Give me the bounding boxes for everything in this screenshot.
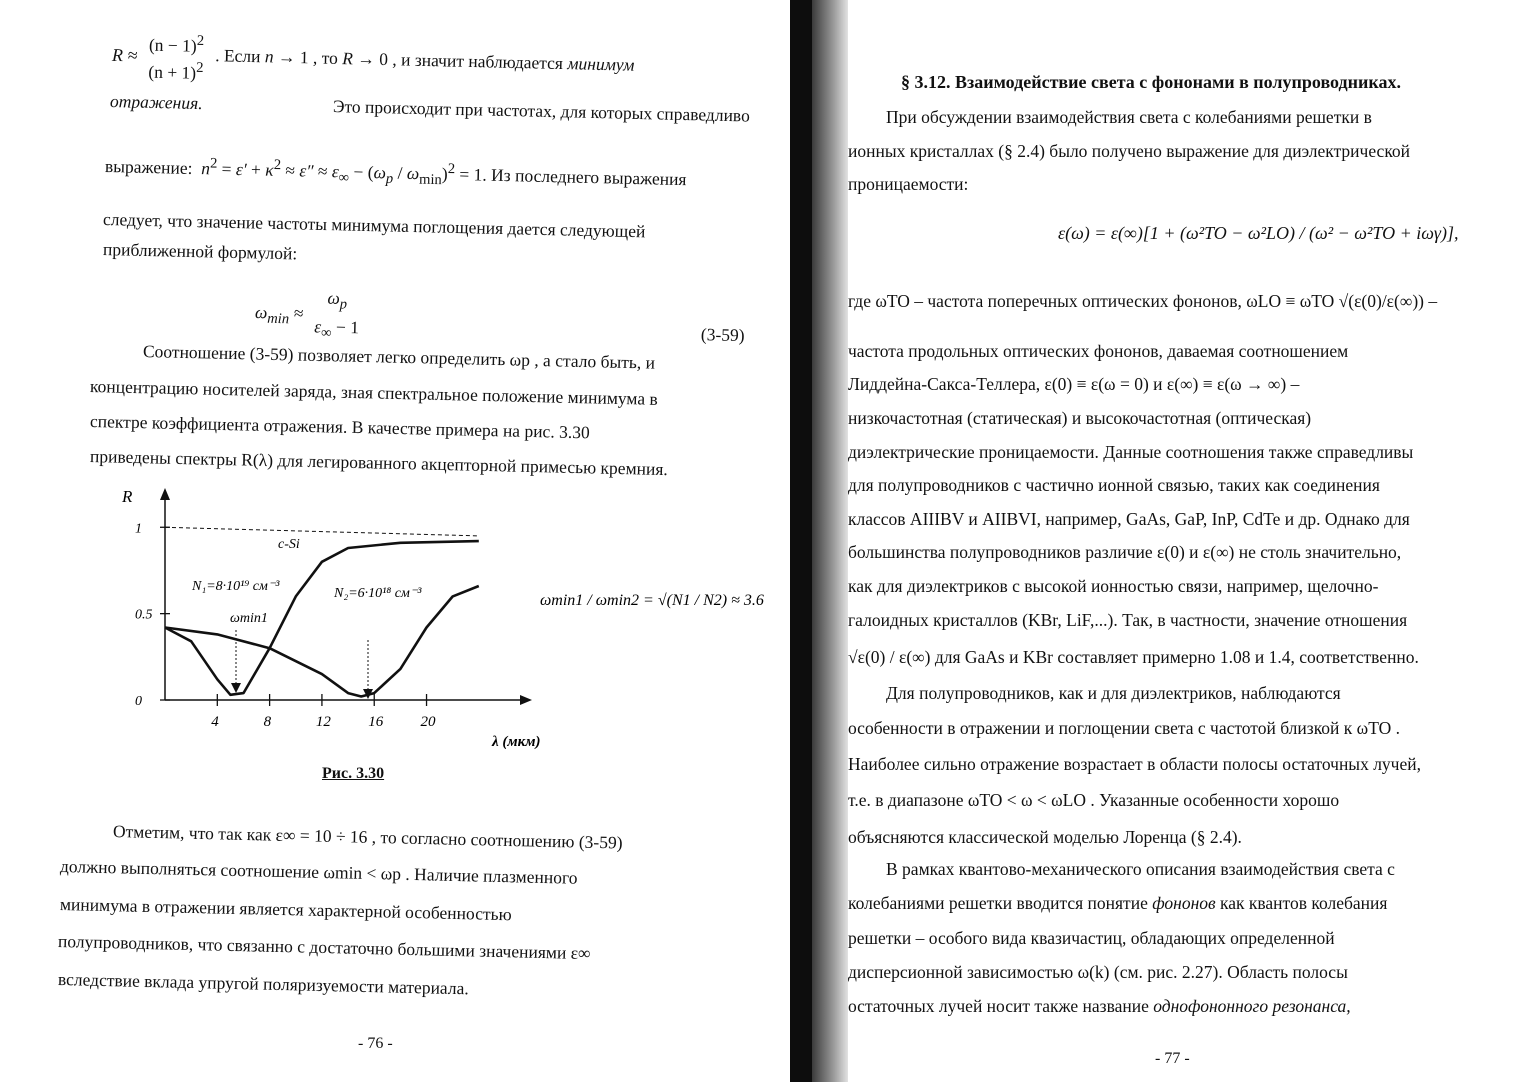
text-line: Наиболее сильно отражение возрастает в области полосы остаточных лучей,	[848, 754, 1421, 774]
text-line: Для полупроводников, как и для диэлектриков, наблюдаются	[886, 683, 1341, 703]
text-line: т.е. в диапазоне ωTO < ω < ωLO . Указанные особенности хорошо	[848, 790, 1340, 810]
text-line: где ωTO – частота поперечных оптических фононов, ωLO ≡ ωTO √(ε(0)/ε(∞)) –	[848, 291, 1438, 311]
text-line: особенности в отражении и поглощении света с частотой близкой к ωTO .	[848, 718, 1400, 738]
series-line	[165, 586, 479, 697]
text-line: R ≈ $(n - 1)^2$ $(n + 1)^2$ . Если n → 1 , то R → 0 , и значит наблюдается минимум	[111, 28, 752, 96]
text-line: приведены спектры R(λ) для легированного акцепторной примесью кремния.	[89, 446, 669, 480]
right-page	[848, 0, 1530, 1082]
text-line: частота продольных оптических фононов, даваемая соотношением	[848, 341, 1349, 361]
text-line: колебаниями решетки вводится понятие фононов как квантов колебания	[848, 893, 1388, 913]
fraction: $\omega_p$ $\varepsilon_\infty - 1$	[314, 287, 360, 341]
text-line: дисперсионной зависимостью ω(k) (см. рис. 2.27). Область полосы	[848, 962, 1348, 982]
text-line: полупроводников, что связанно с достаточно большими значениями ε∞	[57, 931, 591, 964]
y-tick-label: 1	[135, 521, 142, 537]
annotation-n1: N₁=8·10¹⁹ см⁻³	[192, 579, 280, 594]
series-line	[165, 541, 479, 695]
x-tick-label: 20	[420, 714, 436, 730]
fraction: $(n - 1)^2$ $(n + 1)^2$	[148, 32, 205, 83]
text-line: низкочастотная (статическая) и высокочастотная (оптическая)	[848, 408, 1312, 428]
text-line: При обсуждении взаимодействия света с колебаниями решетки в	[886, 107, 1372, 127]
text-line: должно выполняться соотношение ωmin < ωp . Наличие плазменного	[59, 856, 578, 888]
text-line: отражения. Это происходит при частотах, для которых справедливо	[109, 91, 751, 126]
page-number-right: - 77 -	[1155, 1050, 1190, 1067]
y-tick-label: 0	[135, 694, 142, 709]
text-line: Соотношение (3-59) позволяет легко определить ωp , а стало быть, и	[142, 341, 656, 373]
annotation-n2: N₂=6·10¹⁸ см⁻³	[334, 586, 422, 601]
text-line: В рамках квантово-механического описания взаимодействия света с	[886, 859, 1395, 879]
series-line	[165, 527, 479, 536]
book-gutter	[790, 0, 812, 1082]
x-tick-label: 16	[368, 714, 384, 730]
ratio-formula: ωmin1 / ωmin2 = √(N1 / N2) ≈ 3.6	[540, 592, 764, 609]
x-tick-label: 8	[263, 714, 272, 730]
text-line: большинства полупроводников различие ε(0) и ε(∞) не столь значительно,	[848, 542, 1402, 562]
section-heading: § 3.12. Взаимодействие света с фононами в полупроводниках.	[901, 72, 1401, 92]
text-line: вследствие вклада упругой поляризуемости материала.	[57, 969, 469, 999]
text-line: решетки – особого вида квазичастиц, обладающих определенной	[848, 928, 1335, 948]
text-line: Лиддейна-Сакса-Теллера, ε(0) ≡ ε(ω = 0) и ε(∞) ≡ ε(ω → ∞) –	[848, 374, 1300, 394]
equation-3-59: $\omega_{min}$ ≈ $\omega_p$ $\varepsilon_\infty - 1$ (3-59)	[254, 287, 745, 346]
text-line: для полупроводников с частично ионной связью, таких как соединения	[848, 475, 1380, 495]
text-line: следует, что значение частоты минимума поглощения дается следующей	[102, 209, 646, 242]
text-line: ионных кристаллах (§ 2.4) было получено выражение для диэлектрической	[848, 141, 1411, 161]
y-tick-label: 0.5	[135, 607, 153, 623]
text-line: объясняются классической моделью Лоренца (§ 2.4).	[848, 827, 1242, 847]
text-line: выражение: $n^2 = \varepsilon' + \kappa^2 \approx \varepsilon'' \approx \varepsilon_\infty - (\omega_p / \omega_{min})^2 = 1$. Из последнего выражения	[104, 155, 687, 190]
x-axis-label: λ (мкм)	[492, 734, 541, 750]
annotation-omin1: ωmin1	[230, 611, 268, 626]
y-axis-label: R	[122, 487, 133, 506]
text-line: проницаемости:	[848, 174, 969, 194]
reflection-chart	[100, 480, 790, 780]
reflection-formula: R ≈	[111, 44, 138, 66]
x-tick-label: 12	[315, 714, 331, 730]
text-line: остаточных лучей носит также название однофононного резонанса,	[848, 996, 1351, 1016]
annotation-csi: c-Si	[278, 537, 300, 552]
text-line: галоидных кристаллов (KBr, LiF,...). Так, в частности, значение отношения	[848, 610, 1408, 630]
text-line: диэлектрические проницаемости. Данные соотношения также справедливы	[848, 442, 1414, 462]
text-line: как для диэлектриков с высокой ионностью связи, например, щелочно-	[848, 576, 1379, 596]
figure-caption: Рис. 3.30	[322, 765, 385, 782]
text-line: √ε(0) / ε(∞) для GaAs и KBr составляет примерно 1.08 и 1.4, соответственно.	[848, 647, 1419, 667]
text-line: Отметим, что так как ε∞ = 10 ÷ 16 , то согласно соотношению (3-59)	[112, 821, 623, 853]
text-line: классов AIIIBV и AIIBVI, например, GaAs, GaP, InP, CdTe и др. Однако для	[848, 509, 1410, 529]
x-tick-label: 4	[211, 714, 219, 730]
text-line: спектре коэффициента отражения. В качестве примера на рис. 3.30	[89, 411, 590, 443]
gutter-shadow	[812, 0, 848, 1082]
equation-dielectric: ε(ω) = ε(∞)[1 + (ω²TO − ω²LO) / (ω² − ω²TO + iωγ)],	[1058, 223, 1459, 243]
text-line: концентрацию носителей заряда, зная спектральное положение минимума в	[89, 376, 659, 409]
text-line: минимума в отражении является характерной особенностью	[59, 894, 512, 925]
page-number-left: - 76 -	[358, 1035, 393, 1052]
text-line: приближенной формулой:	[102, 239, 298, 264]
